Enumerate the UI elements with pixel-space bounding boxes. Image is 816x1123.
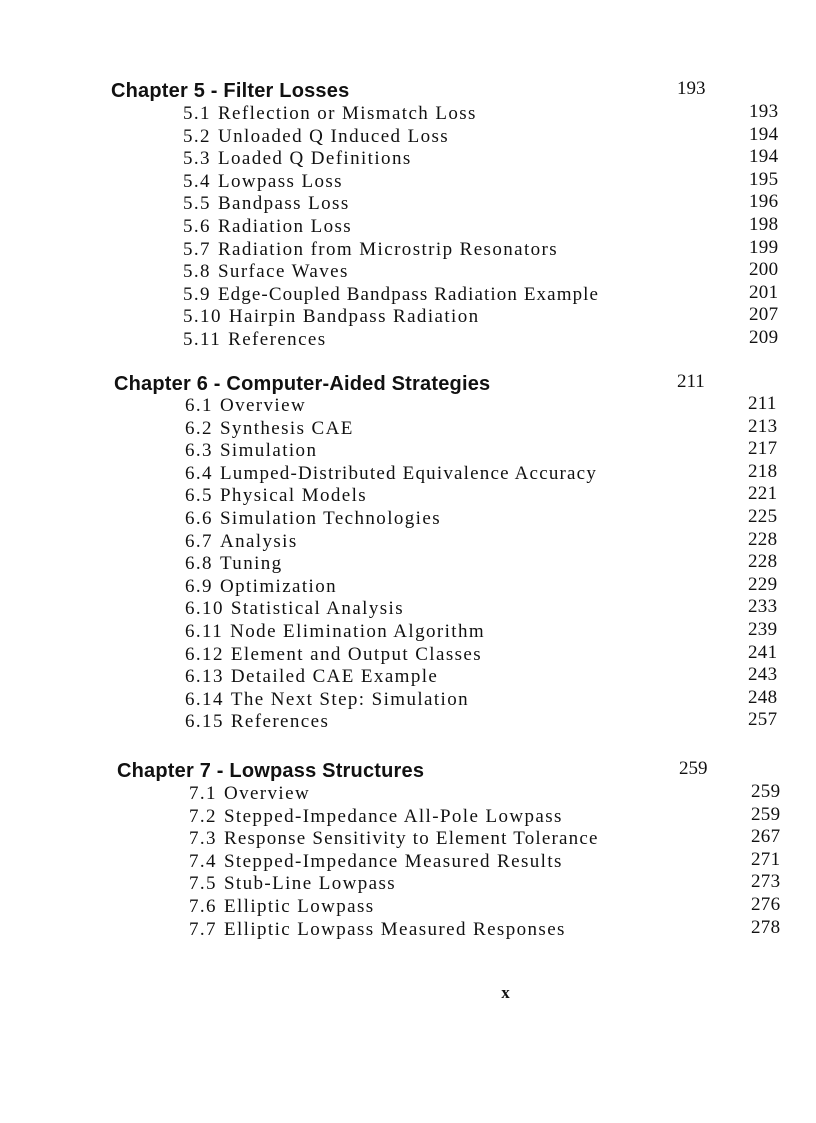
section-page-number: 199: [749, 236, 779, 258]
toc-entry: [183, 281, 779, 307]
section-page-number: 257: [748, 709, 778, 731]
section-title: Stepped-Impedance All-Pole Lowpass: [223, 805, 563, 827]
section-page-number: 229: [748, 573, 778, 595]
toc-entry: [183, 213, 779, 239]
section-title: Tuning: [219, 553, 283, 575]
toc-entry: [185, 483, 778, 508]
section-page-number: 193: [749, 101, 779, 122]
section-list: [189, 781, 781, 941]
section-title: Unloaded Q Induced Loss: [217, 125, 450, 147]
section-page-number: 217: [748, 438, 778, 460]
section-number: 5.7: [183, 238, 211, 260]
section-page-number: 194: [749, 146, 779, 168]
section-page-number: 233: [748, 596, 778, 618]
section-page-number: 198: [749, 213, 779, 235]
section-title: References: [230, 711, 330, 733]
section-page-number: 273: [751, 871, 781, 893]
toc-entry: [185, 618, 778, 644]
section-number: 5.8: [183, 261, 211, 283]
section-page-number: 211: [748, 393, 777, 414]
toc-entry: [185, 551, 778, 576]
section-title: Optimization: [219, 575, 338, 597]
toc-entry: [183, 168, 779, 194]
section-page-number: 259: [751, 781, 781, 802]
section-title: Edge-Coupled Bandpass Radiation Example: [217, 283, 600, 305]
section-page-number: 200: [749, 259, 779, 281]
toc-entry: [183, 326, 779, 352]
toc-entry: [189, 803, 781, 829]
section-number: 6.12: [185, 643, 224, 665]
toc-entry: [185, 393, 777, 418]
section-page-number: 195: [749, 168, 779, 190]
section-number: 7.1: [189, 783, 217, 804]
section-title: The Next Step: Simulation: [230, 688, 470, 710]
section-number: 6.11: [185, 620, 224, 642]
section-title: Response Sensitivity to Element Tolerance: [223, 828, 599, 850]
section-title: Surface Waves: [217, 261, 349, 283]
toc-entry: [189, 848, 781, 874]
section-number: 6.7: [185, 530, 213, 552]
section-page-number: 201: [749, 281, 779, 303]
section-title: Elliptic Lowpass Measured Responses: [223, 918, 566, 940]
section-title: Synthesis CAE: [219, 417, 354, 439]
section-title: References: [228, 328, 327, 350]
section-title: Lowpass Loss: [217, 170, 343, 192]
toc-entry: [185, 641, 778, 667]
toc-entry: [189, 781, 781, 806]
section-title: Stepped-Impedance Measured Results: [223, 850, 563, 872]
chapter-page-number: 193: [677, 78, 706, 99]
section-page-number: 225: [748, 505, 778, 527]
toc-entry: [185, 573, 778, 599]
toc-entry: [185, 664, 778, 689]
section-title: Elliptic Lowpass: [223, 895, 375, 917]
section-list: [183, 101, 779, 352]
section-page-number: 248: [748, 686, 778, 708]
section-title: Analysis: [219, 530, 298, 552]
section-page-number: 221: [748, 483, 778, 505]
section-number: 6.8: [185, 553, 213, 575]
section-title: Overview: [219, 395, 307, 416]
toc-entry: [189, 916, 781, 942]
section-number: 5.3: [183, 148, 211, 170]
section-number: 7.3: [189, 828, 217, 850]
section-title: Hairpin Bandpass Radiation: [228, 306, 480, 328]
section-number: 5.11: [183, 328, 222, 350]
section-title: Lumped-Distributed Equivalence Accuracy: [219, 462, 598, 484]
chapter-title: Chapter 6 - Computer-Aided Strategies: [114, 373, 491, 395]
toc-entry: [183, 236, 779, 262]
toc-entry: [185, 460, 778, 486]
section-number: 5.2: [183, 125, 211, 147]
section-number: 6.15: [185, 711, 224, 733]
section-number: 7.5: [189, 873, 217, 895]
section-page-number: 213: [748, 415, 778, 437]
section-title: Bandpass Loss: [217, 193, 350, 215]
section-number: 6.6: [185, 507, 213, 529]
section-page-number: 243: [748, 664, 778, 686]
toc-entry: [183, 101, 779, 126]
section-number: 7.4: [189, 850, 217, 872]
section-number: 7.7: [189, 918, 217, 940]
section-number: 5.4: [183, 170, 211, 192]
chapter-heading: [114, 373, 754, 395]
section-title: Simulation Technologies: [219, 507, 441, 529]
section-title: Node Elimination Algorithm: [230, 620, 486, 642]
toc-entry: [185, 686, 778, 712]
chapter-6: [114, 371, 778, 734]
section-number: 6.5: [185, 485, 213, 507]
section-title: Element and Output Classes: [230, 643, 483, 665]
chapter-7: [117, 758, 781, 941]
toc-entry: [185, 528, 778, 554]
section-title: Physical Models: [219, 485, 368, 507]
section-page-number: 259: [751, 803, 781, 825]
section-page-number: 228: [748, 528, 778, 550]
section-page-number: 241: [748, 641, 778, 663]
section-number: 5.1: [183, 103, 211, 124]
chapter-5: [111, 78, 779, 352]
section-number: 6.9: [185, 575, 213, 597]
chapter-page-number: 211: [677, 371, 705, 392]
toc-entry: [185, 505, 778, 531]
toc-entry: [183, 146, 779, 171]
section-page-number: 218: [748, 460, 778, 482]
section-number: 6.4: [185, 462, 213, 484]
section-title: Radiation Loss: [217, 215, 353, 237]
toc-entry: [183, 259, 779, 284]
section-page-number: 209: [749, 326, 779, 348]
section-page-number: 276: [751, 893, 781, 915]
section-title: Simulation: [219, 440, 318, 462]
section-number: 7.6: [189, 895, 217, 917]
toc-entry: [183, 304, 779, 329]
toc-entry: [185, 596, 778, 621]
toc-entry: [185, 709, 778, 734]
section-page-number: 267: [751, 826, 781, 848]
toc-entry: [185, 415, 778, 441]
section-number: 6.3: [185, 440, 213, 462]
toc-entry: [189, 893, 781, 919]
toc-entry: [183, 191, 779, 216]
section-number: 6.13: [185, 666, 224, 688]
chapter-heading: [111, 80, 751, 102]
section-number: 5.5: [183, 193, 211, 215]
section-page-number: 278: [751, 916, 781, 938]
section-number: 5.10: [183, 306, 222, 328]
section-number: 5.6: [183, 215, 211, 237]
section-page-number: 271: [751, 848, 781, 870]
page-number-footer: x: [501, 983, 510, 1002]
section-title: Overview: [223, 783, 311, 804]
chapter-title: Chapter 5 - Filter Losses: [111, 80, 350, 102]
section-title: Loaded Q Definitions: [217, 148, 412, 170]
section-page-number: 207: [749, 304, 779, 326]
section-number: 6.1: [185, 395, 213, 416]
chapter-heading: [117, 760, 757, 782]
section-page-number: 228: [748, 551, 778, 573]
section-page-number: 239: [748, 618, 778, 640]
chapter-title: Chapter 7 - Lowpass Structures: [117, 760, 425, 782]
section-title: Radiation from Microstrip Resonators: [217, 238, 559, 260]
toc-entry: [185, 438, 778, 463]
toc-entry: [183, 123, 779, 149]
toc-entry: [189, 826, 781, 851]
section-title: Detailed CAE Example: [230, 666, 439, 688]
section-number: 6.14: [185, 688, 224, 710]
section-number: 6.2: [185, 417, 213, 439]
toc-entry: [189, 871, 781, 896]
section-list: [185, 393, 778, 734]
chapter-page-number: 259: [679, 758, 708, 779]
section-number: 7.2: [189, 805, 217, 827]
section-number: 6.10: [185, 598, 224, 620]
section-page-number: 196: [749, 191, 779, 213]
section-title: Reflection or Mismatch Loss: [217, 103, 477, 124]
section-title: Stub-Line Lowpass: [223, 873, 397, 895]
section-title: Statistical Analysis: [230, 598, 404, 620]
section-page-number: 194: [749, 123, 779, 145]
section-number: 5.9: [183, 283, 211, 305]
